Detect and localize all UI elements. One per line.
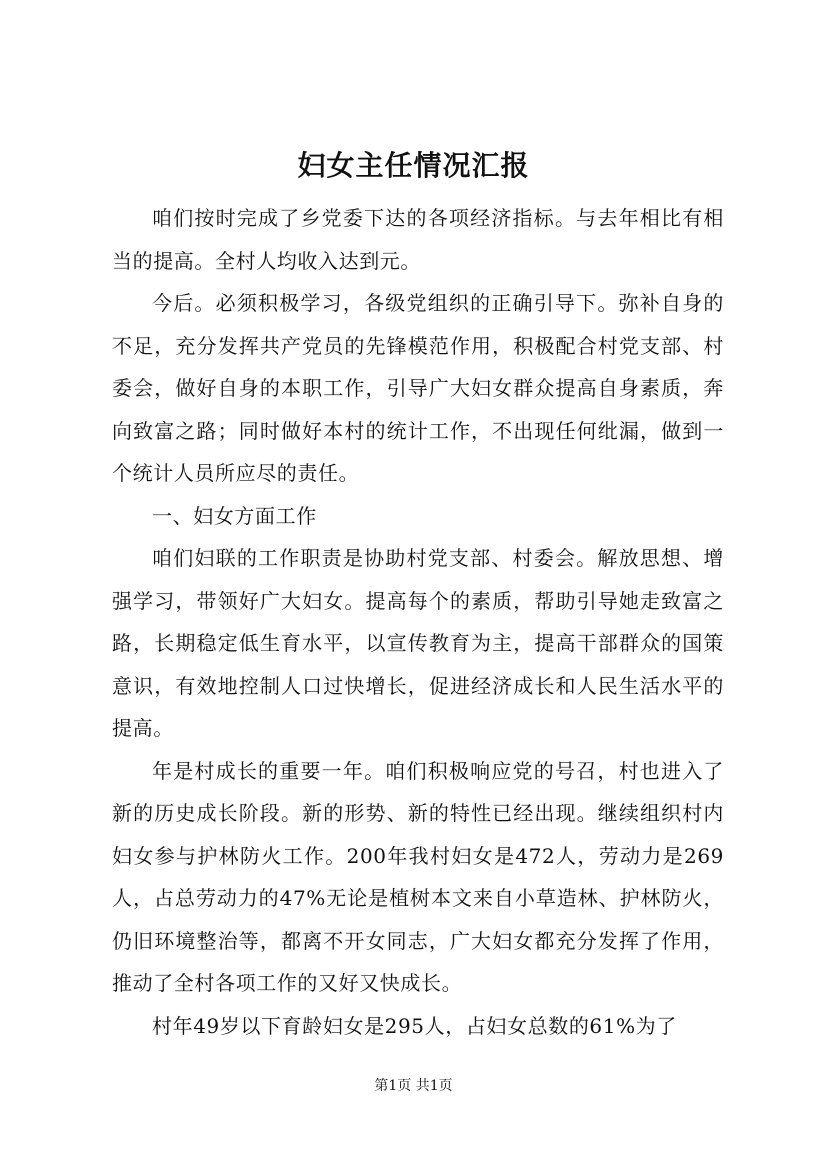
document-title: 妇女主任情况汇报 [297, 149, 530, 182]
paragraph-3: 咱们妇联的工作职责是协助村党支部、村委会。解放思想、增强学习，带领好广大妇女。提高每个的素质，帮助引导她走致富之路，长期稳定低生育水平，以宣传教育为主，提高干部群众的国策意识，有效地控制人口过快增长，促进经济成长和人民生活水平的提高。 [112, 546, 724, 740]
paragraph-2: 今后。必须积极学习，各级党组织的正确引导下。弥补自身的不足，充分发挥共产党员的先锋模范作用，积极配合村党支部、村委会，做好自身的本职工作，引导广大妇女群众提高自身素质，奔向致富之路；同时做好本村的统计工作，不出现任何纰漏，做到一个统计人员所应尽的责任。 [112, 291, 724, 485]
page-number-footer: 第1页 共1页 [374, 1078, 453, 1094]
section-heading-women-work: 一、妇女方面工作 [152, 503, 317, 528]
paragraph-4: 年是村成长的重要一年。咱们积极响应党的号召，村也进入了新的历史成长阶段。新的形势、新的特性已经出现。继续组织村内妇女参与护林防火工作。200年我村妇女是472人，劳动力是269人，占总劳动力的47%无论是植树本文来自小草造林、护林防火，仍旧环境整治等，都离不开女同志，广大妇女都充分发挥了作用，推动了全村各项工作的又好又快成长。 [112, 758, 724, 995]
paragraph-5: 村年49岁以下育龄妇女是295人，占妇女总数的61%为了 [152, 1013, 677, 1038]
paragraph-1: 咱们按时完成了乡党委下达的各项经济指标。与去年相比有相当的提高。全村人均收入达到元。 [112, 206, 724, 273]
document-body [112, 197, 724, 1047]
